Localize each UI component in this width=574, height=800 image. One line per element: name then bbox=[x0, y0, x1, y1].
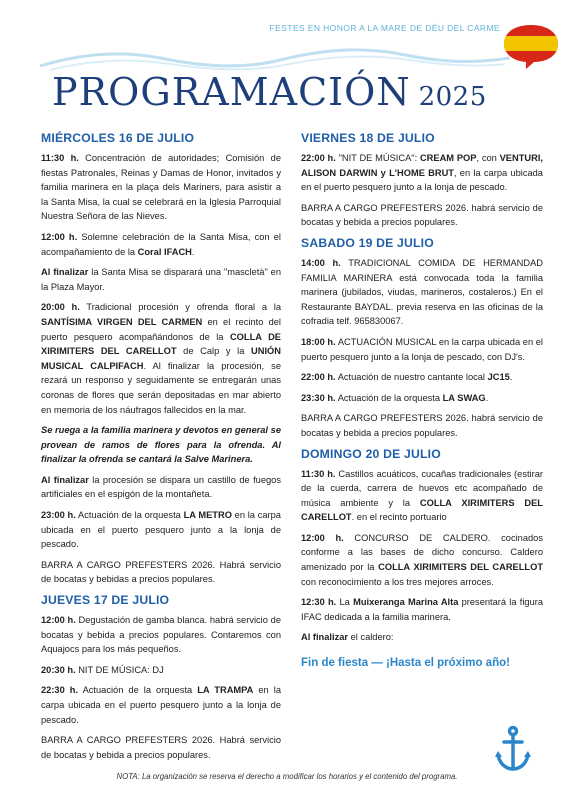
entry-text: ACTUACIÓN MUSICAL en la carpa ubicada en el puerto pesquero junto a la lonja de pescado, con DJ's. bbox=[301, 336, 543, 362]
schedule-entry bbox=[41, 663, 281, 678]
entry-highlight: Al finalizar bbox=[41, 474, 89, 485]
entry-text: Actuación de la orquesta bbox=[335, 392, 443, 403]
entry-time: 11:30 h. bbox=[41, 153, 79, 163]
entry-text: NIT DE MÚSICA: DJ bbox=[75, 664, 164, 675]
entry-text: , en la carpa ubicada en el puerto pesquero junto a la lonja de pescado. bbox=[301, 167, 543, 193]
footer-note: NOTA: La organización se reserva el derecho a modificar los horarios y el contenido del programa. bbox=[116, 772, 458, 781]
entry-highlight: Muixeranga Marina Alta bbox=[353, 597, 459, 608]
schedule-entry bbox=[301, 370, 543, 385]
entry-highlight: LA SWAG bbox=[442, 392, 486, 403]
bar-notice: BARRA A CARGO PREFESTERS 2026. Habrá servicio de bocatas y bebida a precios populares. bbox=[41, 735, 281, 760]
entry-highlight: Al finalizar bbox=[301, 632, 349, 643]
schedule-entry bbox=[41, 613, 281, 657]
entry-text: . en el recinto portuario bbox=[351, 512, 447, 523]
bar-notice: BARRA A CARGO PREFESTERS 2026. habrá servicio de bocatas y bebida a precios populares. bbox=[301, 413, 543, 438]
entry-text: Tradicional procesión y ofrenda floral a la bbox=[79, 302, 282, 313]
schedule-entry bbox=[301, 630, 543, 645]
entry-highlight: LA TRAMPA bbox=[197, 685, 254, 696]
schedule-entry bbox=[301, 595, 543, 624]
entry-text: la Santa Misa se disparará una "mascletà" en la Plaza Mayor. bbox=[41, 267, 281, 292]
entry-highlight: LA METRO bbox=[183, 510, 232, 521]
schedule-entry bbox=[41, 151, 281, 224]
schedule-entry bbox=[301, 151, 543, 195]
entry-text: Castillos acuáticos, cucañas tradicionales (estirar de la cuerda, carrera de huevos etc acompañado de música ambiente y la bbox=[301, 468, 543, 508]
entry-text: , con bbox=[476, 153, 500, 163]
entry-highlight: JC15 bbox=[487, 372, 510, 383]
entry-text: presentará la figura IFAC dedicada a la familia marinera. bbox=[301, 597, 544, 622]
schedule-entry bbox=[41, 265, 281, 294]
entry-time: 22:00 h. bbox=[301, 372, 336, 383]
entry-text: CONCURSO DE CALDERO. cocinados conforme a las bases de dicho concurso. Caldero amenizado por la bbox=[301, 532, 544, 573]
entry-time: 12:00 h. bbox=[301, 532, 344, 543]
entry-text: el caldero: bbox=[348, 632, 394, 643]
left-column bbox=[41, 131, 281, 768]
schedule-entry bbox=[41, 300, 281, 417]
entry-time: 14:00 h. bbox=[301, 257, 341, 268]
entry-time: 11:30 h. bbox=[301, 468, 336, 479]
entry-text: Actuación de la orquesta bbox=[78, 685, 198, 696]
offering-notice: Se ruega a la familia marinera y devotos en general se provean de ramos de flores para la ofrenda. Al finalizar la ofrenda se cantará la Salve Marinera. bbox=[41, 425, 281, 465]
entry-text: . Al finalizar la procesión, se rezará un responso y seguidamente se entregarán unas coronas de flores que serán depositadas en mar abierto en memoria de los náufragos fallecidos en la mar. bbox=[41, 360, 281, 415]
anchor-icon bbox=[494, 725, 532, 773]
entry-time: 23:30 h. bbox=[301, 392, 336, 403]
day-heading-thursday: JUEVES 17 DE JULIO bbox=[41, 593, 170, 608]
entry-text: la procesión se dispara un castillo de fuegos artificiales en el espigón de la montañeta. bbox=[41, 474, 281, 500]
festival-subtitle: FESTES EN HONOR A LA MARE DE DÉU DEL CARME bbox=[269, 23, 500, 33]
title-year: 2025 bbox=[418, 82, 487, 112]
entry-time: 12:00 h. bbox=[41, 231, 78, 242]
entry-highlight: COLLA XIRIMITERS DEL CARELLOT bbox=[378, 562, 543, 573]
entry-text: "NIT DE MÚSICA": bbox=[335, 153, 420, 163]
entry-highlight: UNIÓN MUSICAL CALPIFACH bbox=[41, 346, 282, 371]
entry-highlight: COLLA DE XIRIMITERS DEL CARELLOT bbox=[41, 331, 282, 357]
entry-text: . bbox=[509, 372, 513, 383]
entry-text: La bbox=[336, 597, 354, 608]
schedule-entry bbox=[41, 473, 281, 502]
schedule-entry bbox=[41, 508, 281, 552]
entry-highlight: SANTÍSIMA VIRGEN DEL CARMEN bbox=[41, 316, 203, 327]
page-title bbox=[52, 70, 487, 114]
entry-text: en el recinto del puerto pesquero acompañándonos de la bbox=[41, 316, 281, 342]
entry-text: . bbox=[485, 392, 489, 403]
day-heading-saturday: SABADO 19 DE JULIO bbox=[301, 235, 434, 250]
schedule-entry bbox=[301, 256, 543, 329]
day-heading-sunday: DOMINGO 20 DE JULIO bbox=[301, 446, 441, 461]
entry-highlight: Al finalizar bbox=[41, 267, 89, 278]
entry-time: 20:00 h. bbox=[41, 302, 80, 313]
entry-highlight: CREAM POP bbox=[419, 153, 477, 163]
entry-text: Actuación de la orquesta bbox=[75, 510, 184, 521]
entry-text: con reconocimiento a los tres mejores arroces. bbox=[301, 576, 494, 587]
bar-notice: BARRA A CARGO PREFESTERS 2026. habrá servicio de bocatas y bebida a precios populares. bbox=[301, 202, 543, 228]
entry-text: Concentración de autoridades; Comisión de fiestas Patronales, Reinas y Damas de Honor, invitados y familia marinera en la plaça dels Mariners, para asistir a la Santa Misa, la cual se celebrará en la Iglesia Parroquial Nuestra Señora de las Nieves. bbox=[41, 153, 281, 222]
entry-text: en la carpa ubicada en el puerto pesquero junto a la lonja de pescado. bbox=[41, 685, 281, 725]
schedule-entry bbox=[41, 683, 281, 727]
entry-time: 12:30 h. bbox=[301, 597, 337, 608]
entry-text: . bbox=[191, 246, 195, 257]
schedule-entry bbox=[301, 391, 543, 406]
entry-time: 22:00 h. bbox=[301, 153, 336, 163]
entry-time: 22:30 h. bbox=[41, 685, 79, 696]
schedule-entry bbox=[301, 467, 543, 525]
closing-message: Fin de fiesta — ¡Hasta el próximo año! bbox=[301, 657, 510, 670]
day-heading-friday: VIERNES 18 DE JULIO bbox=[301, 131, 435, 145]
entry-text: Solemne celebración de la Santa Misa, con el acompañamiento de la bbox=[41, 231, 281, 257]
spain-flag-bubble-icon bbox=[502, 22, 560, 70]
waves-decoration bbox=[40, 40, 510, 74]
entry-highlight: COLLA XIRIMITERS DEL CARELLOT bbox=[301, 497, 543, 523]
entry-text: Degustación de gamba blanca. habrá servicio de bocatas y bebida a precios populares. Contaremos con Aquajocs para los más pequeños. bbox=[41, 615, 281, 655]
entry-text: Actuación de nuestro cantante local bbox=[335, 372, 488, 383]
right-column bbox=[301, 131, 543, 669]
entry-time: 12:00 h. bbox=[41, 615, 76, 626]
entry-time: 23:00 h. bbox=[41, 510, 76, 521]
entry-time: 18:00 h. bbox=[301, 336, 336, 347]
entry-text: TRADICIONAL COMIDA DE HERMANDAD FAMILIA MARINERA está convocada toda la familia marinera (jubilados, viudas, marineros, costaleros.) En el Restaurante BAYDAL. previa reserva en las oficinas de la cofradia telf. 965830067. bbox=[301, 257, 543, 327]
entry-time: 20:30 h. bbox=[41, 664, 76, 675]
entry-text: de Calp y la bbox=[176, 346, 252, 357]
entry-highlight: Coral IFACH bbox=[137, 246, 192, 257]
schedule-entry bbox=[301, 335, 543, 364]
title-text: PROGRAMACIÓN bbox=[52, 70, 411, 114]
day-heading-wednesday: MIÉRCOLES 16 DE JULIO bbox=[41, 131, 195, 145]
entry-highlight: VENTURI, ALISON DARWIN y L'HOME BRUT bbox=[301, 153, 543, 178]
bar-notice: BARRA A CARGO PREFESTERS 2026. Habrá servicio de bocatas y bebidas a precios populares. bbox=[41, 559, 281, 585]
schedule-entry bbox=[301, 531, 543, 589]
schedule-entry bbox=[41, 230, 281, 259]
entry-text: en la carpa ubicada en el puerto pesquero junto a la lonja de pescado. bbox=[41, 510, 281, 550]
